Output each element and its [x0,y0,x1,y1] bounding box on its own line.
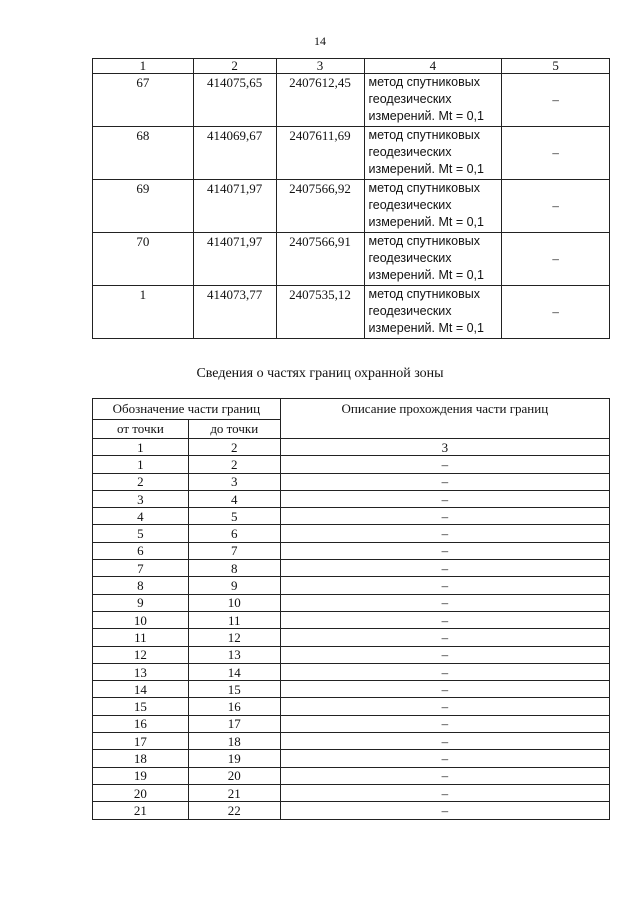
description-cell: – [280,784,609,801]
coords-header-cell: 5 [502,59,610,74]
coordinates-table [92,58,610,339]
from-point-cell: 3 [93,490,189,507]
table-row [93,767,610,784]
to-point-cell: 20 [188,767,280,784]
table-row [93,629,610,646]
parts-header-row [93,399,610,420]
column-number-cell: 2 [188,439,280,456]
table-row [93,127,610,180]
header-to-cell: до точки [188,420,280,439]
table-row [93,473,610,490]
from-point-cell: 15 [93,698,189,715]
from-point-cell: 10 [93,611,189,628]
column-number-cell: 1 [93,439,189,456]
to-point-cell: 11 [188,611,280,628]
coord-x: 414071,97 [193,180,276,233]
table-row [93,733,610,750]
description-cell: – [280,681,609,698]
table-row [93,180,610,233]
description-cell: – [280,767,609,784]
to-point-cell: 22 [188,802,280,819]
from-point-cell: 16 [93,715,189,732]
from-point-cell: 5 [93,525,189,542]
description-cell: – [280,560,609,577]
to-point-cell: 16 [188,698,280,715]
table-row [93,594,610,611]
description-cell: – [280,594,609,611]
coord-y: 2407566,92 [276,180,364,233]
to-point-cell: 12 [188,629,280,646]
description-cell: – [280,490,609,507]
to-point-cell: 4 [188,490,280,507]
table-row [93,750,610,767]
header-desc-cell: Описание прохождения части границ [280,399,609,439]
to-point-cell: 9 [188,577,280,594]
from-point-cell: 11 [93,629,189,646]
coord-y: 2407611,69 [276,127,364,180]
coord-x: 414069,67 [193,127,276,180]
coord-x: 414075,65 [193,74,276,127]
coord-y: 2407566,91 [276,233,364,286]
table-row [93,286,610,339]
description-cell: – [280,698,609,715]
table-row [93,456,610,473]
to-point-cell: 5 [188,508,280,525]
coords-header-cell: 4 [364,59,502,74]
method-cell: метод спутниковых геодезических измерений. Mt = 0,1 [364,180,502,233]
from-point-cell: 8 [93,577,189,594]
description-cell: – [280,646,609,663]
from-point-cell: 6 [93,542,189,559]
from-point-cell: 19 [93,767,189,784]
table-row [93,663,610,680]
to-point-cell: 18 [188,733,280,750]
coord-x: 414073,77 [193,286,276,339]
coord-y: 2407612,45 [276,74,364,127]
description-cell: – [280,733,609,750]
col5-cell: – [502,180,610,233]
description-cell: – [280,508,609,525]
method-cell: метод спутниковых геодезических измерений. Mt = 0,1 [364,286,502,339]
from-point-cell: 4 [93,508,189,525]
column-number-cell: 3 [280,439,609,456]
table-row [93,611,610,628]
from-point-cell: 1 [93,456,189,473]
to-point-cell: 17 [188,715,280,732]
table-row [93,525,610,542]
to-point-cell: 14 [188,663,280,680]
table-row [93,784,610,801]
boundary-parts-table [92,398,610,820]
description-cell: – [280,611,609,628]
from-point-cell: 13 [93,663,189,680]
from-point-cell: 14 [93,681,189,698]
to-point-cell: 6 [188,525,280,542]
header-from-cell: от точки [93,420,189,439]
description-cell: – [280,629,609,646]
description-cell: – [280,802,609,819]
table-row [93,508,610,525]
coords-header-row [93,59,610,74]
table-row [93,715,610,732]
to-point-cell: 19 [188,750,280,767]
table-row [93,490,610,507]
method-cell: метод спутниковых геодезических измерений. Mt = 0,1 [364,127,502,180]
to-point-cell: 8 [188,560,280,577]
table-row [93,698,610,715]
coords-header-cell: 3 [276,59,364,74]
to-point-cell: 21 [188,784,280,801]
table-row [93,233,610,286]
coord-y: 2407535,12 [276,286,364,339]
to-point-cell: 2 [188,456,280,473]
point-number: 68 [93,127,194,180]
from-point-cell: 18 [93,750,189,767]
description-cell: – [280,577,609,594]
from-point-cell: 21 [93,802,189,819]
table-row [93,681,610,698]
description-cell: – [280,542,609,559]
table-row [93,577,610,594]
from-point-cell: 20 [93,784,189,801]
to-point-cell: 13 [188,646,280,663]
method-cell: метод спутниковых геодезических измерений. Mt = 0,1 [364,233,502,286]
from-point-cell: 7 [93,560,189,577]
col5-cell: – [502,286,610,339]
description-cell: – [280,473,609,490]
coords-header-cell: 1 [93,59,194,74]
from-point-cell: 2 [93,473,189,490]
table-row [93,646,610,663]
point-number: 1 [93,286,194,339]
table-row [93,560,610,577]
table-row [93,802,610,819]
to-point-cell: 3 [188,473,280,490]
table-row [93,542,610,559]
description-cell: – [280,456,609,473]
description-cell: – [280,750,609,767]
col5-cell: – [502,233,610,286]
description-cell: – [280,525,609,542]
section-title: Сведения о частях границ охранной зоны [196,366,444,381]
coord-x: 414071,97 [193,233,276,286]
col5-cell: – [502,127,610,180]
to-point-cell: 15 [188,681,280,698]
to-point-cell: 10 [188,594,280,611]
parts-number-row [93,439,610,456]
point-number: 69 [93,180,194,233]
from-point-cell: 9 [93,594,189,611]
header-group-cell: Обозначение части границ [93,399,281,420]
table-row [93,74,610,127]
description-cell: – [280,663,609,680]
point-number: 70 [93,233,194,286]
coords-header-cell: 2 [193,59,276,74]
description-cell: – [280,715,609,732]
to-point-cell: 7 [188,542,280,559]
point-number: 67 [93,74,194,127]
col5-cell: – [502,74,610,127]
page-number: 14 [314,34,326,48]
from-point-cell: 17 [93,733,189,750]
from-point-cell: 12 [93,646,189,663]
method-cell: метод спутниковых геодезических измерений. Mt = 0,1 [364,74,502,127]
